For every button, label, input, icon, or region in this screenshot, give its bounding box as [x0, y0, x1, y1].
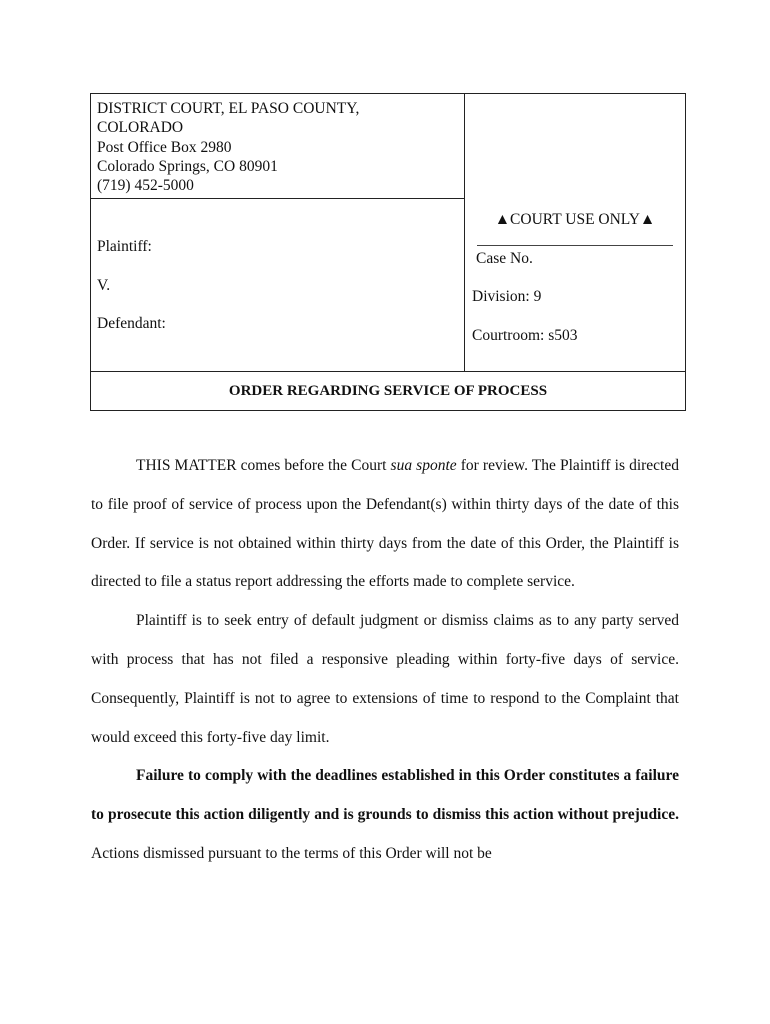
paragraph-1-italic: sua sponte — [390, 457, 457, 474]
caption-right-column — [465, 94, 685, 371]
order-title: ORDER REGARDING SERVICE OF PROCESS — [91, 371, 685, 410]
court-po-box: Post Office Box 2980 — [97, 138, 232, 156]
court-city-state: Colorado Springs, CO 80901 — [97, 157, 278, 175]
paragraph-3 — [91, 757, 679, 873]
parties-block — [97, 237, 166, 353]
case-caption-table — [90, 93, 686, 411]
divider-line — [477, 245, 673, 246]
paragraph-1 — [91, 447, 679, 602]
versus-label: V. — [97, 276, 111, 294]
paragraph-3-bold: Failure to comply with the deadlines established in this Order constitutes a failure to prosecute this action diligently and is grounds to dismiss this action without prejudice. — [91, 767, 679, 824]
court-name-line-2: COLORADO — [97, 119, 184, 137]
court-address-block — [91, 94, 464, 199]
court-name-line-1: DISTRICT COURT, EL PASO COUNTY, — [97, 100, 360, 117]
case-number-label: Case No. — [476, 250, 533, 267]
paragraph-2: Plaintiff is to seek entry of default judgment or dismiss claims as to any party served with process that has not filed a responsive pleading within forty-five days of service. Consequently, Plaintiff is not to agree to extensions of time to respond to the Complaint that would exceed this forty-five day limit. — [91, 612, 679, 746]
plaintiff-label: Plaintiff: — [97, 238, 152, 255]
paragraph-1-end: for review. The Plaintiff is directed to file proof of service of process upon the Defendant(s) within thirty days of the date of this Order. If service is not obtained within thirty days from the date of this Order, the Plaintiff is directed to file a status report addressing the efforts made to complete service. — [91, 457, 679, 591]
court-use-only-label: ▲COURT USE ONLY▲ — [494, 211, 656, 228]
paragraph-1-start: THIS MATTER comes before the Court — [136, 457, 391, 474]
order-body — [91, 447, 679, 874]
defendant-label: Defendant: — [97, 315, 166, 332]
paragraph-3-rest: Actions dismissed pursuant to the terms of this Order will not be — [91, 844, 492, 862]
court-phone: (719) 452-5000 — [97, 177, 194, 195]
courtroom-label: Courtroom: s503 — [472, 327, 578, 344]
caption-left-column — [91, 94, 465, 371]
division-label: Division: 9 — [472, 288, 542, 305]
